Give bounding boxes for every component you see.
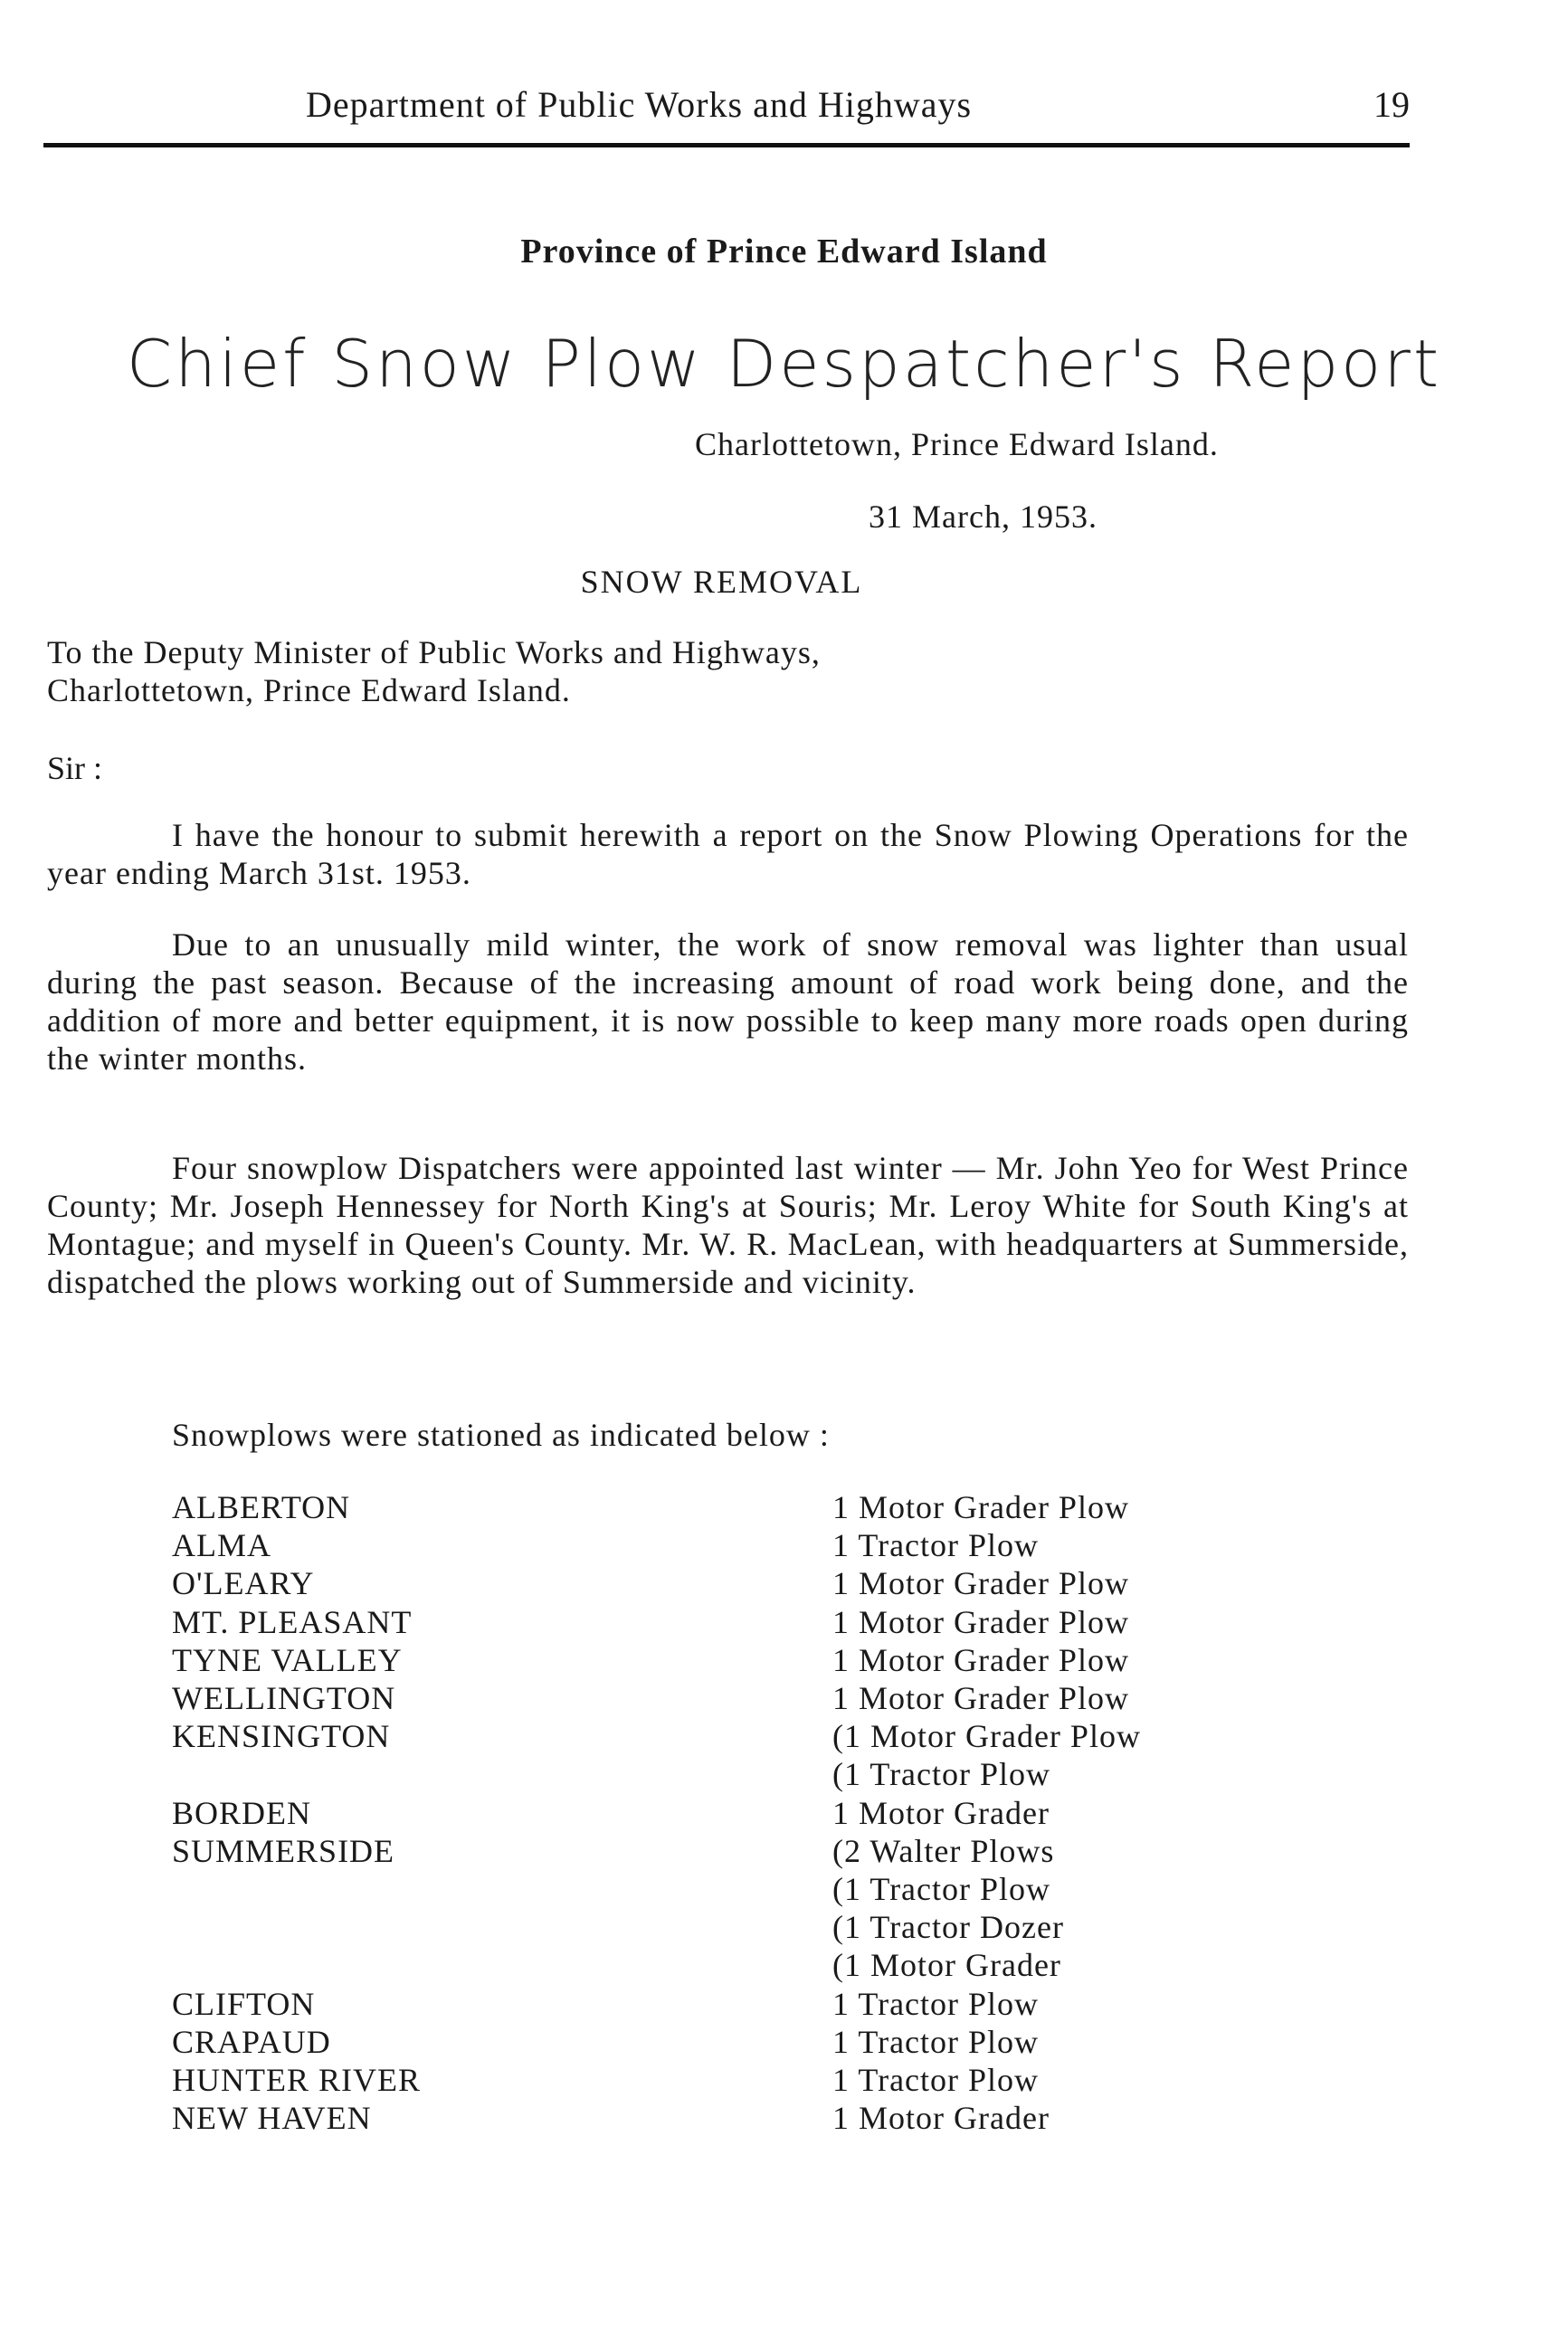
station-equipment: 1 Tractor Plow — [832, 2023, 1040, 2060]
station-equipment: (1 Tractor Plow — [832, 1871, 1051, 1907]
station-place: HUNTER RIVER — [172, 2062, 421, 2098]
station-equipment: 1 Tractor Plow — [832, 2062, 1040, 2098]
salutation: Sir : — [47, 750, 103, 786]
stations-intro: Snowplows were stationed as indicated below : — [172, 1417, 830, 1453]
station-equipment: 1 Motor Grader — [832, 2100, 1050, 2137]
station-place: O'LEARY — [172, 1565, 315, 1602]
station-place: ALMA — [172, 1527, 271, 1564]
station-equipment: 1 Motor Grader — [832, 1794, 1050, 1831]
addressee-line-1: To the Deputy Minister of Public Works and Highways, — [47, 634, 821, 670]
station-equipment: (1 Motor Grader Plow — [832, 1718, 1141, 1755]
station-equipment: (1 Motor Grader — [832, 1947, 1061, 1984]
station-equipment: (2 Walter Plows — [832, 1832, 1055, 1869]
report-title: Chief Snow Plow Despatcher's Report — [126, 326, 1442, 402]
station-place: SUMMERSIDE — [172, 1832, 395, 1869]
station-equipment: (1 Tractor Dozer — [832, 1909, 1064, 1946]
station-equipment: 1 Motor Grader Plow — [832, 1641, 1129, 1678]
station-equipment: 1 Motor Grader Plow — [832, 1603, 1129, 1640]
station-place: MT. PLEASANT — [172, 1603, 413, 1640]
header-title: Department of Public Works and Highways — [306, 84, 973, 125]
station-equipment: (1 Tractor Plow — [832, 1756, 1051, 1793]
station-place: CLIFTON — [172, 1985, 316, 2022]
running-header — [43, 83, 1410, 128]
station-place: BORDEN — [172, 1794, 312, 1831]
page-number: 19 — [1373, 84, 1410, 125]
station-equipment: 1 Motor Grader Plow — [832, 1565, 1129, 1602]
station-equipment: 1 Motor Grader Plow — [832, 1680, 1129, 1716]
paragraph-3: Four snowplow Dispatchers were appointed last winter — Mr. John Yeo for West Prince County; Mr. Joseph Hennessey for North King's at Souris; Mr. Leroy White for South King's at Montague; and myself in Queen's County. Mr. W. R. MacLean, with headquarters at Summerside, dispatched the plows working out of Summerside and vicinity. — [47, 1150, 1409, 1300]
addressee — [47, 633, 821, 709]
addressee-line-2: Charlottetown, Prince Edward Island. — [47, 672, 571, 708]
station-equipment: 1 Tractor Plow — [832, 1527, 1040, 1564]
station-equipment: 1 Motor Grader Plow — [832, 1489, 1129, 1525]
header-rule — [43, 143, 1410, 147]
station-place: WELLINGTON — [172, 1680, 396, 1716]
paragraph-2: Due to an unusually mild winter, the work of snow removal was lighter than usual during the past season. Because of the increasing amount of road work being done, and the addition of more and better equipment, it is now possible to keep many more roads open during the winter months. — [47, 926, 1409, 1077]
station-place: KENSINGTON — [172, 1718, 391, 1755]
paragraph-1: I have the honour to submit herewith a report on the Snow Plowing Operations for the year ending March 31st. 1953. — [47, 817, 1409, 891]
report-date: 31 March, 1953. — [869, 498, 1098, 535]
station-place: NEW HAVEN — [172, 2100, 372, 2137]
section-heading: SNOW REMOVAL — [580, 564, 863, 600]
station-place: CRAPAUD — [172, 2023, 331, 2060]
station-place: TYNE VALLEY — [172, 1641, 403, 1678]
report-place: Charlottetown, Prince Edward Island. — [695, 426, 1219, 462]
station-equipment: 1 Tractor Plow — [832, 1985, 1040, 2022]
station-place: ALBERTON — [172, 1489, 351, 1525]
province-heading: Province of Prince Edward Island — [520, 233, 1048, 271]
